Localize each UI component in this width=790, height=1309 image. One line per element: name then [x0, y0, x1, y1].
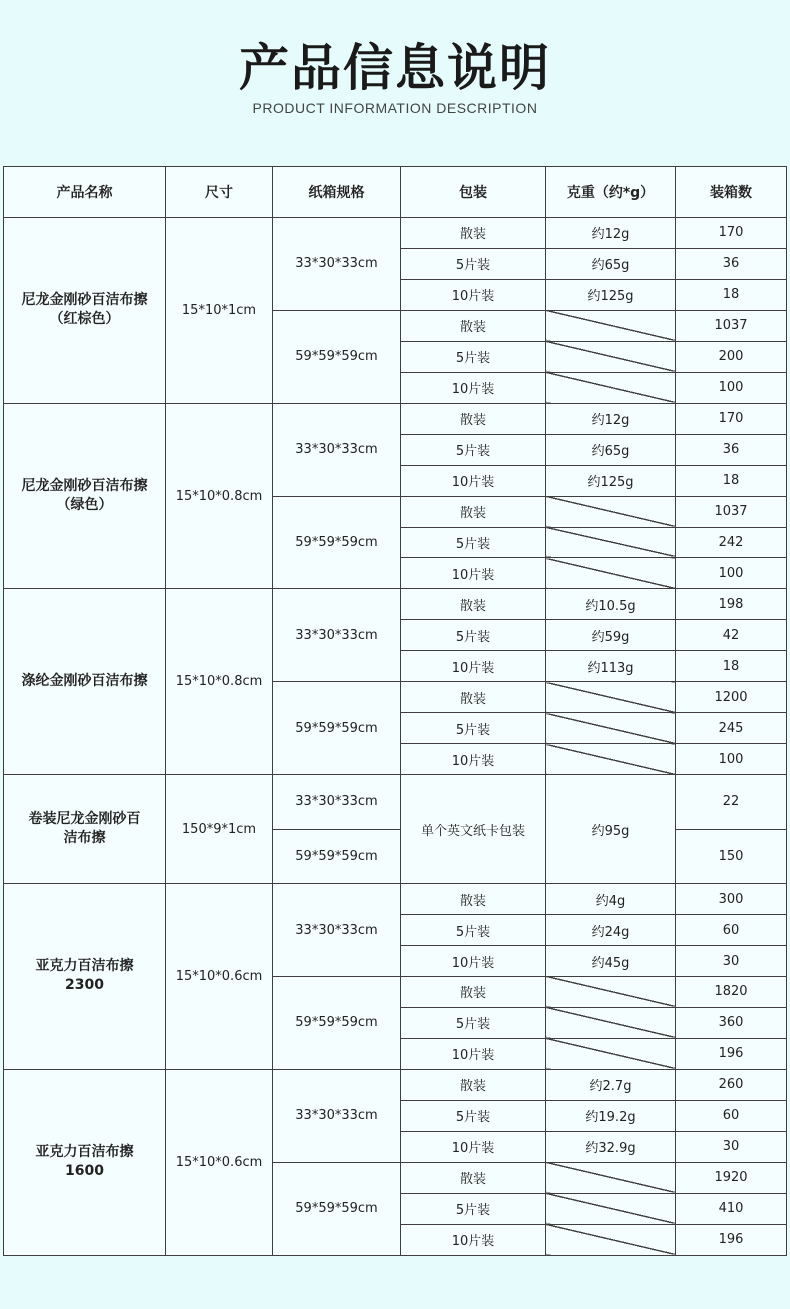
packaging-type: 5片装 [401, 1193, 546, 1224]
packaging-type: 5片装 [401, 1007, 546, 1038]
packaging-type: 5片装 [401, 434, 546, 465]
header-weight: 克重（约*g） [546, 167, 676, 218]
product-name: 涤纶金刚砂百洁布擦 [4, 589, 166, 775]
carton-count: 100 [676, 372, 787, 403]
packaging-type: 10片装 [401, 558, 546, 589]
packaging-type: 散装 [401, 682, 546, 713]
carton-spec: 59*59*59cm [273, 1162, 401, 1255]
carton-count: 60 [676, 915, 787, 946]
carton-count: 100 [676, 558, 787, 589]
weight-empty-slash [546, 744, 676, 775]
carton-spec: 59*59*59cm [273, 496, 401, 589]
weight-value: 约4g [546, 884, 676, 915]
packaging-type: 10片装 [401, 372, 546, 403]
carton-count: 170 [676, 218, 787, 249]
table-header-row [4, 167, 787, 218]
product-size: 15*10*0.6cm [166, 884, 273, 1070]
carton-count: 18 [676, 651, 787, 682]
product-name: 尼龙金刚砂百洁布擦 （红棕色） [4, 218, 166, 404]
packaging-type: 5片装 [401, 527, 546, 558]
carton-count: 360 [676, 1007, 787, 1038]
packaging-type: 单个英文纸卡包装 [401, 775, 546, 884]
product-name: 尼龙金刚砂百洁布擦 （绿色） [4, 403, 166, 589]
carton-count: 1200 [676, 682, 787, 713]
page-subtitle: PRODUCT INFORMATION DESCRIPTION [252, 100, 538, 116]
weight-value: 约10.5g [546, 589, 676, 620]
weight-empty-slash [546, 558, 676, 589]
carton-count: 300 [676, 884, 787, 915]
carton-count: 196 [676, 1038, 787, 1069]
packaging-type: 10片装 [401, 1038, 546, 1069]
carton-count: 196 [676, 1224, 787, 1255]
weight-empty-slash [546, 527, 676, 558]
weight-value: 约125g [546, 465, 676, 496]
carton-count: 242 [676, 527, 787, 558]
carton-count: 42 [676, 620, 787, 651]
weight-empty-slash [546, 341, 676, 372]
weight-value: 约45g [546, 946, 676, 977]
weight-value: 约113g [546, 651, 676, 682]
weight-value: 约65g [546, 248, 676, 279]
weight-value: 约65g [546, 434, 676, 465]
packaging-type: 10片装 [401, 279, 546, 310]
carton-count: 36 [676, 248, 787, 279]
carton-count: 410 [676, 1193, 787, 1224]
packaging-type: 10片装 [401, 465, 546, 496]
carton-spec: 33*30*33cm [273, 884, 401, 977]
product-name: 亚克力百洁布擦 2300 [4, 884, 166, 1070]
carton-count: 1037 [676, 496, 787, 527]
packaging-type: 5片装 [401, 1100, 546, 1131]
product-name: 亚克力百洁布擦 1600 [4, 1069, 166, 1255]
carton-spec: 59*59*59cm [273, 682, 401, 775]
carton-count: 30 [676, 1131, 787, 1162]
page-title: 产品信息说明 [239, 39, 551, 97]
weight-empty-slash [546, 1224, 676, 1255]
packaging-type: 10片装 [401, 651, 546, 682]
packaging-type: 散装 [401, 976, 546, 1007]
table-row [4, 403, 787, 434]
carton-count: 200 [676, 341, 787, 372]
product-size: 15*10*0.8cm [166, 589, 273, 775]
product-size: 15*10*0.8cm [166, 403, 273, 589]
weight-value: 约12g [546, 403, 676, 434]
packaging-type: 散装 [401, 403, 546, 434]
table-row [4, 589, 787, 620]
weight-empty-slash [546, 713, 676, 744]
packaging-type: 散装 [401, 1069, 546, 1100]
product-name: 卷装尼龙金刚砂百 洁布擦 [4, 775, 166, 884]
packaging-type: 散装 [401, 218, 546, 249]
carton-count: 245 [676, 713, 787, 744]
table-row [4, 218, 787, 249]
header-size: 尺寸 [166, 167, 273, 218]
carton-count: 30 [676, 946, 787, 977]
weight-empty-slash [546, 976, 676, 1007]
carton-spec: 33*30*33cm [273, 775, 401, 829]
weight-value: 约12g [546, 218, 676, 249]
carton-count: 18 [676, 465, 787, 496]
carton-count: 22 [676, 775, 787, 829]
carton-spec: 33*30*33cm [273, 403, 401, 496]
carton-count: 100 [676, 744, 787, 775]
header-carton-spec: 纸箱规格 [273, 167, 401, 218]
carton-spec: 59*59*59cm [273, 829, 401, 883]
weight-value: 约24g [546, 915, 676, 946]
weight-value: 约19.2g [546, 1100, 676, 1131]
weight-empty-slash [546, 1038, 676, 1069]
carton-spec: 33*30*33cm [273, 1069, 401, 1162]
weight-value: 约32.9g [546, 1131, 676, 1162]
packaging-type: 散装 [401, 496, 546, 527]
table-row [4, 775, 787, 829]
packaging-type: 散装 [401, 310, 546, 341]
packaging-type: 5片装 [401, 713, 546, 744]
packaging-type: 10片装 [401, 1131, 546, 1162]
packaging-type: 散装 [401, 589, 546, 620]
packaging-type: 5片装 [401, 620, 546, 651]
carton-count: 150 [676, 829, 787, 883]
weight-empty-slash [546, 1193, 676, 1224]
carton-count: 260 [676, 1069, 787, 1100]
carton-count: 1920 [676, 1162, 787, 1193]
weight-value: 约95g [546, 775, 676, 884]
packaging-type: 10片装 [401, 744, 546, 775]
product-size: 15*10*1cm [166, 218, 273, 404]
carton-count: 1037 [676, 310, 787, 341]
weight-value: 约2.7g [546, 1069, 676, 1100]
packaging-type: 10片装 [401, 1224, 546, 1255]
weight-empty-slash [546, 1007, 676, 1038]
packaging-type: 10片装 [401, 946, 546, 977]
table-row [4, 1069, 787, 1100]
packaging-type: 5片装 [401, 341, 546, 372]
weight-value: 约125g [546, 279, 676, 310]
product-size: 150*9*1cm [166, 775, 273, 884]
carton-count: 18 [676, 279, 787, 310]
carton-spec: 33*30*33cm [273, 218, 401, 311]
carton-spec: 59*59*59cm [273, 976, 401, 1069]
header-carton-count: 装箱数 [676, 167, 787, 218]
packaging-type: 5片装 [401, 248, 546, 279]
weight-empty-slash [546, 310, 676, 341]
packaging-type: 5片装 [401, 915, 546, 946]
packaging-type: 散装 [401, 884, 546, 915]
weight-empty-slash [546, 496, 676, 527]
table-row [4, 884, 787, 915]
weight-empty-slash [546, 682, 676, 713]
header-packaging: 包装 [401, 167, 546, 218]
carton-spec: 59*59*59cm [273, 310, 401, 403]
carton-count: 36 [676, 434, 787, 465]
packaging-type: 散装 [401, 1162, 546, 1193]
weight-empty-slash [546, 1162, 676, 1193]
carton-count: 1820 [676, 976, 787, 1007]
carton-spec: 33*30*33cm [273, 589, 401, 682]
carton-count: 170 [676, 403, 787, 434]
carton-count: 198 [676, 589, 787, 620]
weight-value: 约59g [546, 620, 676, 651]
carton-count: 60 [676, 1100, 787, 1131]
product-size: 15*10*0.6cm [166, 1069, 273, 1255]
product-info-table [3, 166, 787, 1256]
weight-empty-slash [546, 372, 676, 403]
header-product-name: 产品名称 [4, 167, 166, 218]
